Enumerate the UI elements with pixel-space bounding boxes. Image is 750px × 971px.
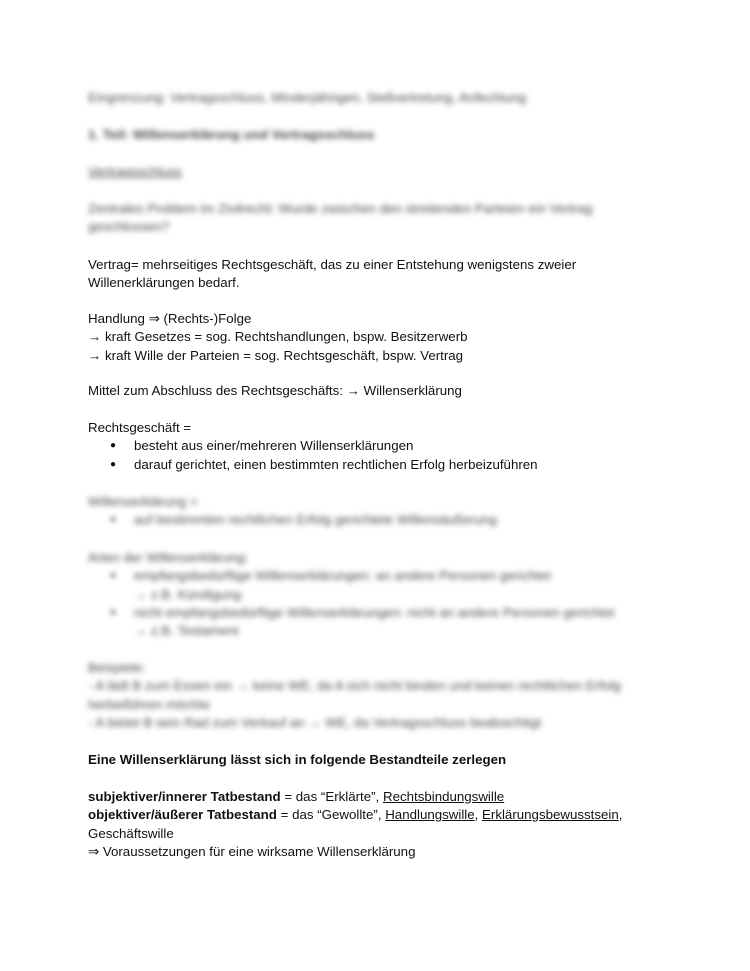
handlung-line3: → kraft Wille der Parteien = sog. Rechtsgeschäft, bspw. Vertrag [88,347,464,363]
section-heading [88,163,668,181]
list-item: ● darauf gerichtet, einen bestimmten rechtlichen Erfolg herbeizuführen [88,456,668,474]
arten-title: Arten der Willenserklärung: [88,550,249,565]
mittel-text: Mittel zum Abschluss des Rechtsgeschäfts: → Willenserklärung [88,383,462,398]
part-heading-text: 1. Teil: Willenserklärung und Vertragsschluss [88,127,375,142]
arten-item-sub: → z.B. Testament [134,623,239,639]
conclusion-line: ⇒ Voraussetzungen für eine wirksame Willenserklärung [88,843,416,859]
arten-list-2 [88,604,668,622]
tatbestand-block [88,788,668,861]
willenserklaerung-def-title: Willenserklärung = [88,494,198,509]
scope-text: Eingrenzung: Vertragsschluss, Minderjährigen, Stellvertretung, Anfechtung [88,90,527,105]
willenserklaerung-def-block [88,493,668,530]
subjektiv-mid: = das “Erklärte”, [280,789,383,804]
bestandteile-heading [88,751,668,769]
beispiele-line3: - A bietet B sein Rad zum Verkauf an → WE, da Vertragsschluss beabsichtigt [88,714,542,730]
rechtsgeschaeft-block [88,419,668,474]
beispiele-line1: - A lädt B zum Essen ein → keine WE, da A sich nicht binden und keinen rechtlichen Erfolg [88,678,621,694]
central-problem [88,200,628,237]
objektiv-line2: Geschäftswille [88,825,174,841]
contract-def-line2: Willenerklärungen bedarf. [88,275,240,291]
list-item [88,604,668,622]
subjektiv-link: Rechtsbindungswille [382,789,505,804]
subjektiv-line [88,788,668,806]
beispiele-block [88,659,668,732]
objektiv-link1: Handlungswille [385,807,475,823]
part-heading [88,126,668,144]
handlung-line1: Handlung ⇒ (Rechts-)Folge [88,311,252,326]
subjektiv-label: subjektiver/innerer Tatbestand [88,789,281,804]
scope-line [88,89,668,107]
arten-item-text: empfangsbedürftige Willenserklärungen: an andere Personen gerichtet [134,568,551,584]
contract-def-line1: Vertrag= mehrseitiges Rechtsgeschäft, das zu einer Entstehung wenigstens zweier [88,257,577,272]
bestandteile-heading-text: Eine Willenserklärung lässt sich in folgende Bestandteile zerlegen [88,752,507,767]
objektiv-tail: , [618,807,623,823]
willenserklaerung-def-list [88,511,668,529]
objektiv-mid: = das “Gewollte”, [276,807,386,823]
section-heading-text: Vertragsschluss [88,164,182,179]
list-item [88,567,668,585]
list-item: ● besteht aus einer/mehreren Willenserklärungen [88,437,668,455]
arten-item-sub: → z.B. Kündigung [134,586,242,602]
mittel-line [88,382,668,400]
objektiv-sep: , [474,807,483,823]
rechtsgeschaeft-list [88,437,668,474]
handlung-block [88,310,668,365]
objektiv-label: objektiver/äußerer Tatbestand [88,807,277,823]
beispiele-line2: herbeiführen möchte [88,696,210,712]
objektiv-link2: Erklärungsbewusstsein [482,807,619,823]
arten-item-text: nicht empfangsbedürftige Willenserklärungen: nicht an andere Personen gerichtet [134,604,615,620]
arten-block [88,549,668,640]
central-problem-text: Zentrales Problem im Zivilrecht: Wurde zwischen den streitenden Parteien ein Vertrag geschlossen? [88,201,593,235]
beispiele-title: Beispiele: [88,660,146,675]
rechtsgeschaeft-title: Rechtsgeschäft = [88,420,192,435]
objektiv-line [88,806,668,824]
list-item: ● auf bestimmten rechtlichen Erfolg gerichtete Willensäußerung [88,511,668,529]
arten-list [88,567,668,585]
handlung-line2: → kraft Gesetzes = sog. Rechtshandlungen, bspw. Besitzerwerb [88,329,468,345]
contract-definition [88,256,668,293]
